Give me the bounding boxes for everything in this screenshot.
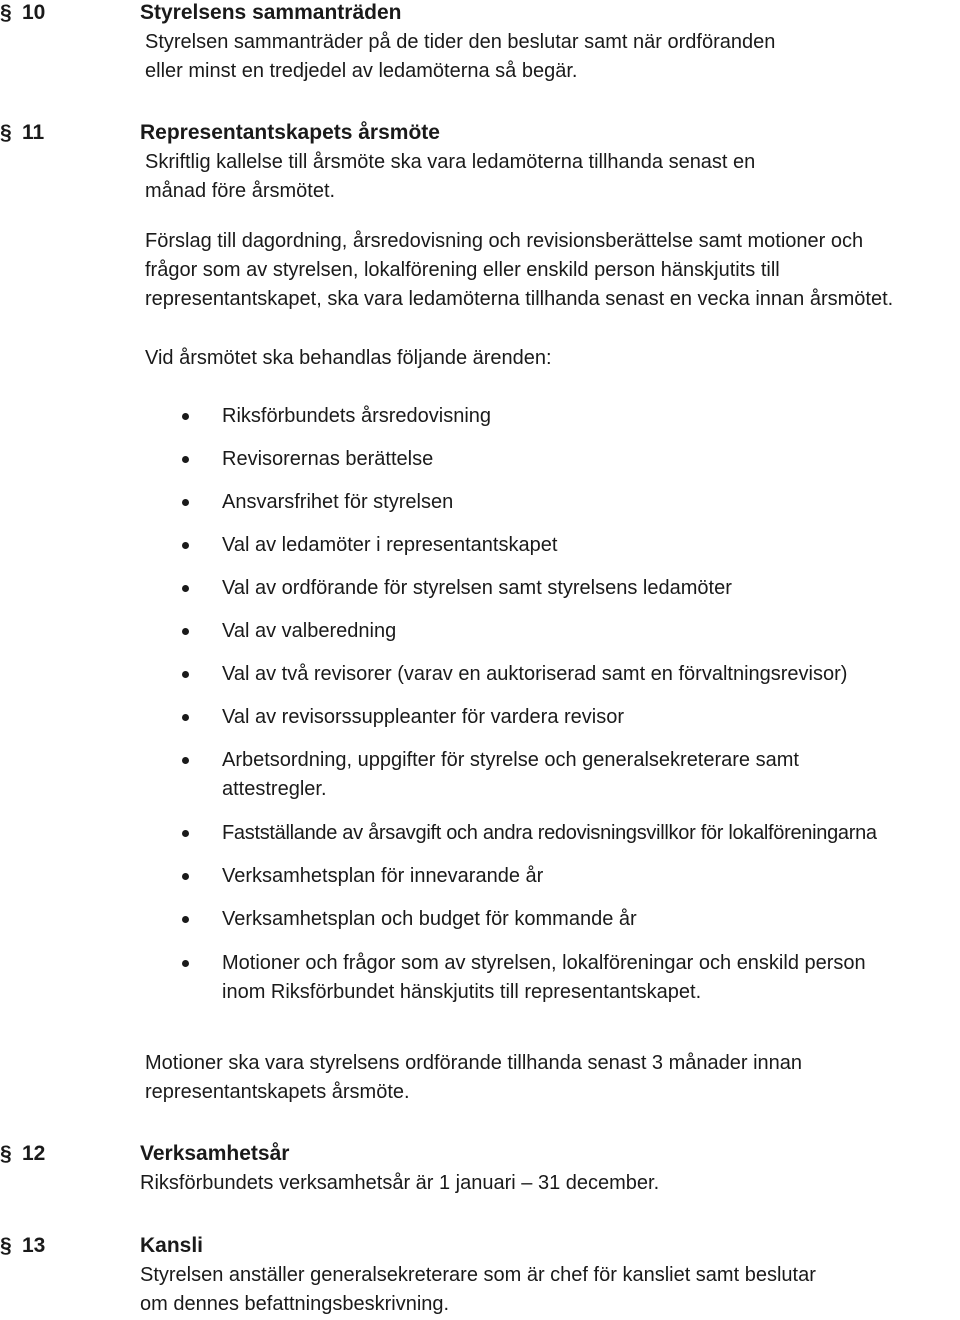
list-item: Val av ordförande för styrelsen samt styrelsens ledamöter [222,577,732,599]
body-line: Förslag till dagordning, årsredovisning och revisionsberättelse samt motioner och [145,230,864,252]
list-item: Val av ledamöter i representantskapet [222,534,558,556]
section-title: Styrelsens sammanträden [140,1,402,24]
body-line: representantskapet, ska vara ledamöterna tillhanda senast en vecka innan årsmötet. [145,288,894,310]
section-title: Kansli [140,1234,204,1257]
bullet-icon [182,499,189,506]
bullet-icon [182,628,189,635]
section-number: 12 [22,1142,46,1165]
list-item: Val av två revisorer (varav en auktoriserad samt en förvaltningsrevisor) [222,663,848,685]
bullet-icon [182,873,189,880]
list-item: Verksamhetsplan och budget för kommande år [222,908,637,930]
bullet-icon [182,960,189,967]
list-item: Riksförbundets årsredovisning [222,405,492,427]
list-item: Val av revisorssuppleanter för vardera revisor [222,706,625,728]
body-line: frågor som av styrelsen, lokalförening eller enskild person hänskjutits till [145,259,780,281]
body-line: Styrelsen sammanträder på de tider den beslutar samt när ordföranden [145,31,776,53]
body-line: eller minst en tredjedel av ledamöterna så begär. [145,60,578,82]
bullet-icon [182,830,189,837]
list-item: Arbetsordning, uppgifter för styrelse och generalsekreterare samt [222,749,799,771]
section-number: 13 [22,1234,46,1257]
body-line: Motioner ska vara styrelsens ordförande tillhanda senast 3 månader innan [145,1052,803,1074]
bullet-icon [182,413,189,420]
body-line: representantskapets årsmöte. [145,1081,410,1103]
section-symbol: § [0,1142,12,1165]
list-item: Motioner och frågor som av styrelsen, lokalföreningar och enskild person [222,952,866,974]
body-line: Riksförbundets verksamhetsår är 1 januari – 31 december. [140,1172,660,1194]
list-item: Fastställande av årsavgift och andra redovisningsvillkor för lokalföreningarna [222,822,877,844]
section-symbol: § [0,121,12,144]
bullet-icon [182,671,189,678]
section-symbol: § [0,1234,12,1257]
bullet-icon [182,585,189,592]
bullet-icon [182,916,189,923]
list-item: Revisorernas berättelse [222,448,434,470]
list-item: Verksamhetsplan för innevarande år [222,865,544,887]
body-line: om dennes befattningsbeskrivning. [140,1293,450,1315]
body-line: månad före årsmötet. [145,180,336,202]
list-item-continued: inom Riksförbundet hänskjutits till representantskapet. [222,981,702,1003]
section-symbol: § [0,1,12,24]
list-item: Ansvarsfrihet för styrelsen [222,491,454,513]
bullet-icon [182,714,189,721]
bullet-icon [182,542,189,549]
list-item: Val av valberedning [222,620,397,642]
section-number: 10 [22,1,46,24]
section-number: 11 [22,121,45,144]
section-title: Representantskapets årsmöte [140,121,440,144]
body-line: Skriftlig kallelse till årsmöte ska vara ledamöterna tillhanda senast en [145,151,756,173]
body-line: Styrelsen anställer generalsekreterare som är chef för kansliet samt beslutar [140,1264,816,1286]
bullet-icon [182,757,189,764]
body-line: Vid årsmötet ska behandlas följande ärenden: [145,347,552,369]
list-item-continued: attestregler. [222,778,327,800]
section-title: Verksamhetsår [140,1142,290,1165]
bullet-icon [182,456,189,463]
